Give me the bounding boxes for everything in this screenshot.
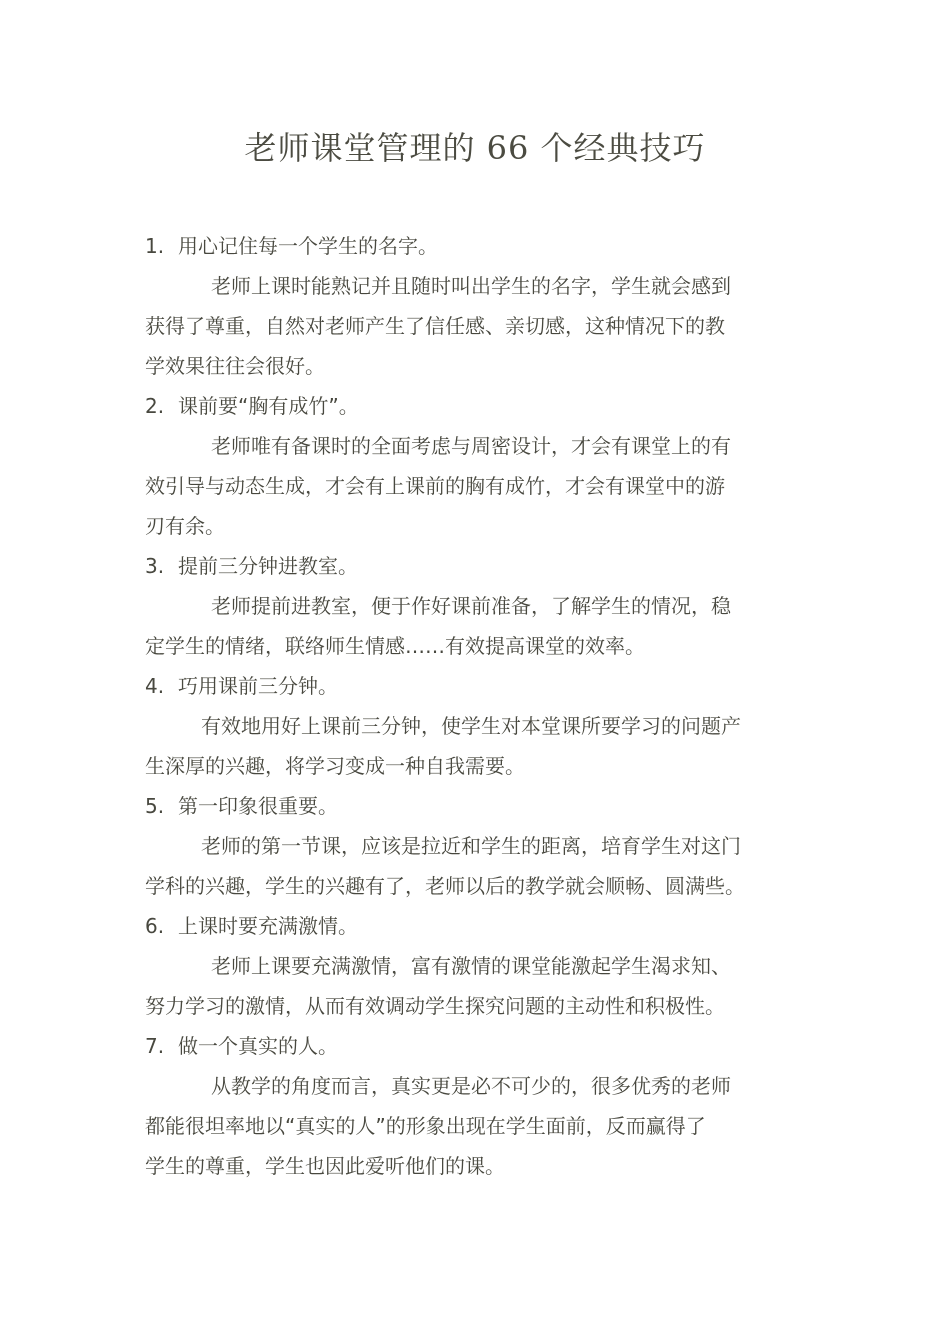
- section-heading-text: 做一个真实的人。: [178, 1034, 338, 1058]
- document-title: 老师课堂管理的 66 个经典技巧: [244, 129, 706, 167]
- section-paragraph: [145, 426, 810, 546]
- section-6: [145, 906, 810, 1026]
- section-number: 5.: [145, 794, 165, 818]
- section-number: 6.: [145, 914, 165, 938]
- section-paragraph: [145, 706, 810, 786]
- paragraph-line: 学生的尊重，学生也因此爱听他们的课。: [145, 1154, 505, 1178]
- section-3: [145, 546, 810, 666]
- section-heading: [145, 546, 810, 586]
- section-heading-text: 课前要“胸有成竹”。: [178, 394, 359, 418]
- section-number: 3.: [145, 554, 165, 578]
- section-heading: [145, 1026, 810, 1066]
- section-paragraph: [145, 946, 810, 1026]
- section-heading-text: 巧用课前三分钟。: [178, 674, 338, 698]
- section-number: 2.: [145, 394, 165, 418]
- section-heading: [145, 226, 810, 266]
- section-heading: [145, 906, 810, 946]
- document-body: [145, 226, 810, 1186]
- paragraph-line: 都能很坦率地以“真实的人”的形象出现在学生面前，反而赢得了: [145, 1114, 706, 1138]
- section-paragraph: [145, 586, 810, 666]
- section-paragraph: [145, 826, 810, 906]
- paragraph-line: 获得了尊重，自然对老师产生了信任感、亲切感，这种情况下的教: [145, 314, 725, 338]
- section-2: [145, 386, 810, 546]
- section-heading-text: 用心记住每一个学生的名字。: [178, 234, 438, 258]
- section-7: [145, 1026, 810, 1186]
- paragraph-line: 老师上课时能熟记并且随时叫出学生的名字，学生就会感到: [211, 274, 731, 298]
- section-paragraph: [145, 1066, 810, 1186]
- section-number: 1.: [145, 234, 165, 258]
- paragraph-line: 学科的兴趣，学生的兴趣有了，老师以后的教学就会顺畅、圆满些。: [145, 874, 745, 898]
- paragraph-line: 学效果往往会很好。: [145, 354, 325, 378]
- paragraph-line: 老师上课要充满激情，富有激情的课堂能激起学生渴求知、: [211, 954, 731, 978]
- paragraph-line: 定学生的情绪，联络师生情感……有效提高课堂的效率。: [145, 634, 645, 658]
- section-heading: [145, 386, 810, 426]
- paragraph-line: 刃有余。: [145, 514, 225, 538]
- section-4: [145, 666, 810, 786]
- section-heading-text: 上课时要充满激情。: [178, 914, 358, 938]
- section-heading-text: 第一印象很重要。: [178, 794, 338, 818]
- paragraph-line: 努力学习的激情，从而有效调动学生探究问题的主动性和积极性。: [145, 994, 725, 1018]
- section-1: [145, 226, 810, 386]
- paragraph-line: 从教学的角度而言，真实更是必不可少的，很多优秀的老师: [211, 1074, 731, 1098]
- section-number: 7.: [145, 1034, 165, 1058]
- paragraph-line: 生深厚的兴趣，将学习变成一种自我需要。: [145, 754, 525, 778]
- paragraph-line: 老师唯有备课时的全面考虑与周密设计，才会有课堂上的有: [211, 434, 731, 458]
- paragraph-line: 老师提前进教室，便于作好课前准备，了解学生的情况，稳: [211, 594, 731, 618]
- paragraph-line: 老师的第一节课，应该是拉近和学生的距离，培育学生对这门: [201, 834, 741, 858]
- section-heading-text: 提前三分钟进教室。: [178, 554, 358, 578]
- section-heading: [145, 786, 810, 826]
- section-paragraph: [145, 266, 810, 386]
- section-number: 4.: [145, 674, 165, 698]
- section-5: [145, 786, 810, 906]
- section-heading: [145, 666, 810, 706]
- paragraph-line: 效引导与动态生成，才会有上课前的胸有成竹，才会有课堂中的游: [145, 474, 725, 498]
- paragraph-line: 有效地用好上课前三分钟，使学生对本堂课所要学习的问题产: [201, 714, 741, 738]
